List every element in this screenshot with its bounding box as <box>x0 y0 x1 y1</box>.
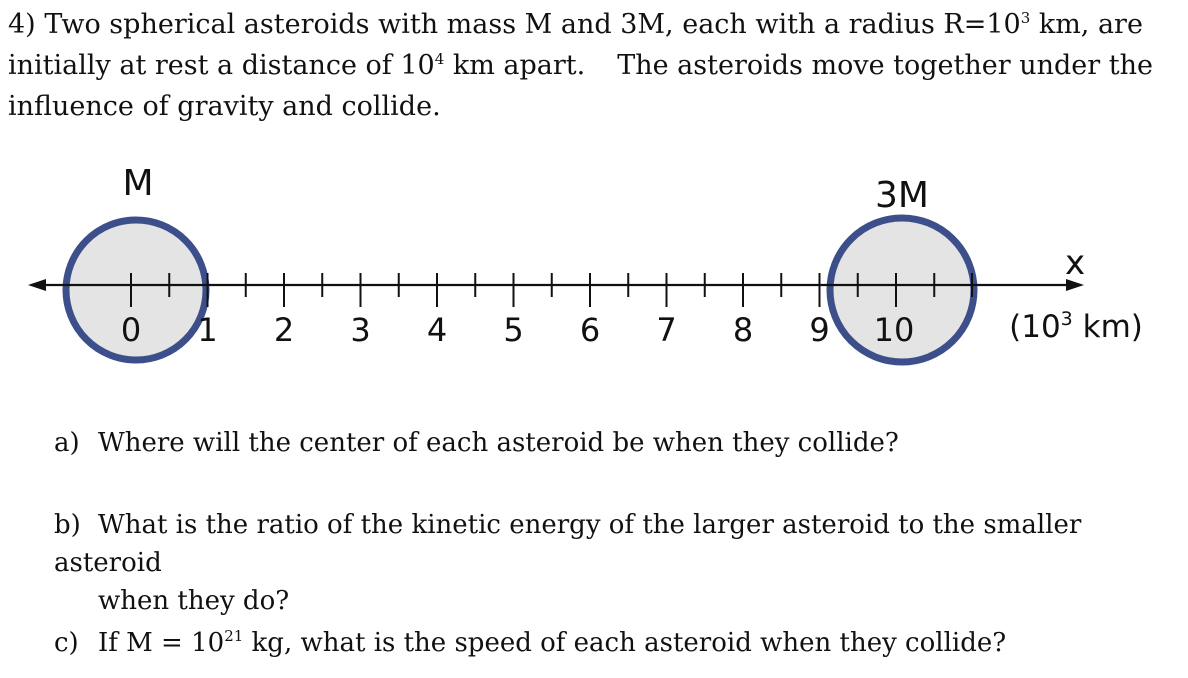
problem-line-1 <box>8 4 1183 45</box>
tick-label: 4 <box>426 311 448 349</box>
question-c <box>54 624 1006 662</box>
axis-x-label: x <box>1064 243 1086 283</box>
problem-line-3: influence of gravity and collide. <box>8 91 441 122</box>
question-a <box>54 424 899 462</box>
question-letter: c) <box>54 628 79 658</box>
tick-label: 6 <box>579 311 601 349</box>
tick-label: 1 <box>197 311 218 349</box>
question-text: kg, what is the speed of each asteroid when they collide? <box>243 628 1007 658</box>
exponent: 21 <box>224 627 244 645</box>
tick-label: 2 <box>273 311 295 349</box>
question-text: If M = 10 <box>98 628 225 658</box>
tick-label: 0 <box>120 311 142 349</box>
tick-label: 5 <box>503 311 524 349</box>
question-text-continued: when they do? <box>98 586 290 616</box>
axis-unit-label: ($10^3$ km) <box>1009 308 1143 345</box>
question-letter: b) <box>54 510 81 540</box>
tick-label: 8 <box>732 311 754 349</box>
problem-text: Two spherical asteroids with mass M and 3M, each with a radius R=10 <box>44 9 1021 40</box>
problem-statement <box>8 4 1183 127</box>
question-text: What is the ratio of the kinetic energy of the larger asteroid to the smaller asteroid <box>54 510 1082 578</box>
axis-tick-labels <box>121 311 915 349</box>
problem-text: km apart. <box>444 50 586 81</box>
asteroid-3m-label: 3M <box>875 175 929 216</box>
problem-text: The asteroids move together under the <box>617 50 1153 81</box>
asteroid-m-label: M <box>122 163 154 204</box>
tick-label: 9 <box>809 311 830 349</box>
tick-label: 7 <box>656 311 677 349</box>
problem-text: km, are <box>1030 9 1143 40</box>
question-text: Where will the center of each asteroid be when they collide? <box>98 428 899 458</box>
problem-number: 4) <box>8 9 36 40</box>
tick-label: 10 <box>873 311 915 349</box>
exponent: 3 <box>1020 9 1031 27</box>
tick-label: 3 <box>350 311 371 349</box>
question-b <box>54 506 1188 620</box>
question-letter: a) <box>54 428 80 458</box>
asteroid-diagram <box>0 150 1188 380</box>
exponent: 4 <box>434 50 445 68</box>
problem-line-2 <box>8 45 1183 86</box>
axis-arrow-left <box>28 279 46 291</box>
problem-text: initially at rest a distance of 10 <box>8 50 435 81</box>
